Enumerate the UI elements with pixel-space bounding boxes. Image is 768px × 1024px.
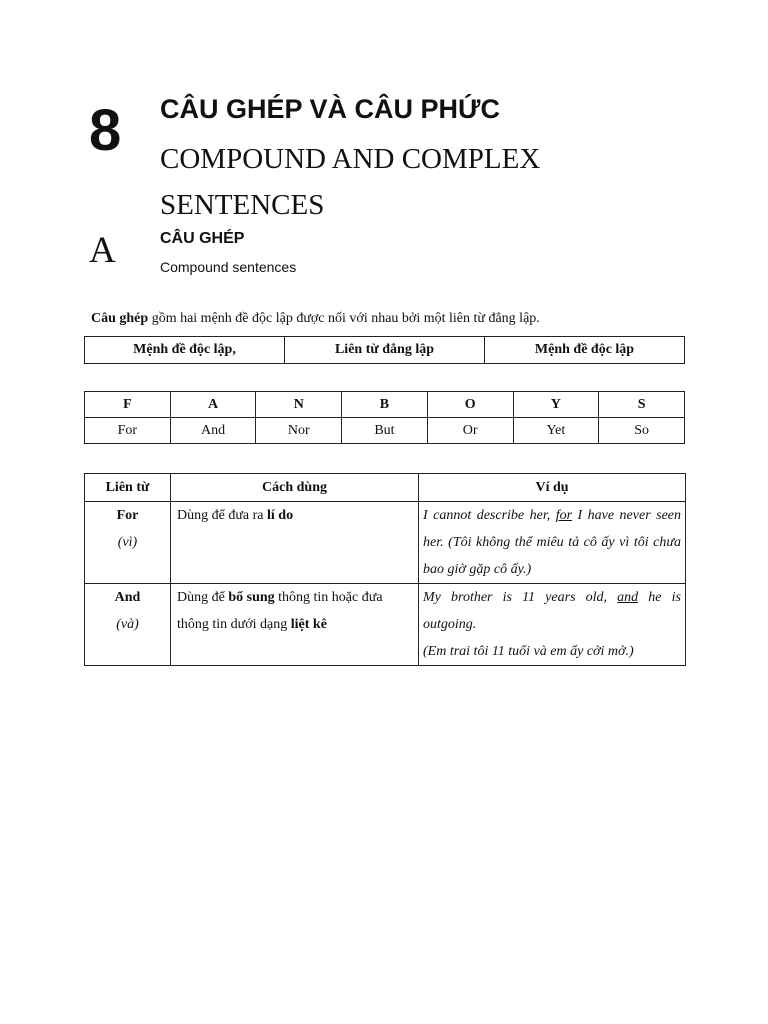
table-row bbox=[85, 584, 686, 666]
fanboys-word: Nor bbox=[256, 418, 342, 444]
fanboys-letter: N bbox=[256, 392, 342, 418]
definition-paragraph bbox=[91, 310, 540, 328]
fanboys-word: And bbox=[170, 418, 256, 444]
usage-keyword: lí do bbox=[267, 508, 294, 523]
fanboys-letter: A bbox=[170, 392, 256, 418]
section-letter: A bbox=[89, 230, 116, 271]
fanboys-word: But bbox=[342, 418, 428, 444]
structure-cell: Liên từ đẳng lập bbox=[285, 337, 485, 364]
conjunction-meaning: (vì) bbox=[117, 535, 138, 550]
structure-cell: Mệnh đề độc lập bbox=[485, 337, 685, 364]
usage-table bbox=[84, 473, 686, 666]
usage-text: Dùng để bbox=[177, 590, 229, 605]
example-cell bbox=[419, 584, 686, 666]
example-text: I cannot describe her, bbox=[423, 508, 556, 523]
example-conjunction: for bbox=[555, 508, 573, 523]
section-title-vietnamese: CÂU GHÉP bbox=[160, 230, 245, 247]
table-row bbox=[85, 337, 685, 364]
fanboys-word: For bbox=[85, 418, 171, 444]
usage-keyword: liệt kê bbox=[290, 617, 327, 632]
definition-term: Câu ghép bbox=[91, 311, 149, 326]
structure-cell: Mệnh đề độc lập, bbox=[85, 337, 285, 364]
usage-text: thông tin hoặc đưa thông tin dưới dạng bbox=[177, 590, 383, 632]
fanboys-letter: S bbox=[599, 392, 685, 418]
conjunction-cell bbox=[85, 502, 171, 584]
chapter-number: 8 bbox=[89, 98, 122, 163]
usage-header: Ví dụ bbox=[419, 474, 686, 502]
usage-header: Cách dùng bbox=[171, 474, 419, 502]
usage-keyword: bổ sung bbox=[228, 590, 275, 605]
example-conjunction: and bbox=[617, 590, 639, 605]
fanboys-word: Yet bbox=[513, 418, 599, 444]
usage-text: Dùng để đưa ra bbox=[177, 508, 268, 523]
usage-cell bbox=[171, 502, 419, 584]
fanboys-word: So bbox=[599, 418, 685, 444]
fanboys-table bbox=[84, 391, 685, 444]
chapter-title-vietnamese: CÂU GHÉP VÀ CÂU PHỨC bbox=[160, 94, 500, 124]
table-row bbox=[85, 502, 686, 584]
chapter-title-english: COMPOUND AND COMPLEX SENTENCES bbox=[160, 143, 541, 221]
structure-table bbox=[84, 336, 685, 364]
fanboys-word: Or bbox=[427, 418, 513, 444]
example-text: he is outgoing. bbox=[423, 590, 681, 632]
conjunction-word: For bbox=[116, 508, 139, 523]
fanboys-letter: O bbox=[427, 392, 513, 418]
example-translation: (Em trai tôi 11 tuổi và em ấy cởi mở.) bbox=[423, 644, 634, 659]
example-cell bbox=[419, 502, 686, 584]
conjunction-meaning: (và) bbox=[116, 617, 139, 632]
example-text: My brother is 11 years old, bbox=[423, 590, 618, 605]
definition-text: gồm hai mệnh đề độc lập được nối với nhau bởi một liên từ đẳng lập. bbox=[148, 311, 540, 326]
table-row bbox=[85, 418, 685, 444]
section-title-english: Compound sentences bbox=[160, 259, 297, 275]
conjunction-word: And bbox=[114, 590, 141, 605]
usage-header: Liên từ bbox=[85, 474, 171, 502]
table-row bbox=[85, 392, 685, 418]
fanboys-letter: F bbox=[85, 392, 171, 418]
table-row bbox=[85, 474, 686, 502]
usage-cell bbox=[171, 584, 419, 666]
fanboys-letter: Y bbox=[513, 392, 599, 418]
fanboys-letter: B bbox=[342, 392, 428, 418]
conjunction-cell bbox=[85, 584, 171, 666]
example-text: I have never seen her. (Tôi không thể miêu tả cô ấy vì tôi chưa bao giờ gặp cô ấy.) bbox=[423, 508, 681, 577]
